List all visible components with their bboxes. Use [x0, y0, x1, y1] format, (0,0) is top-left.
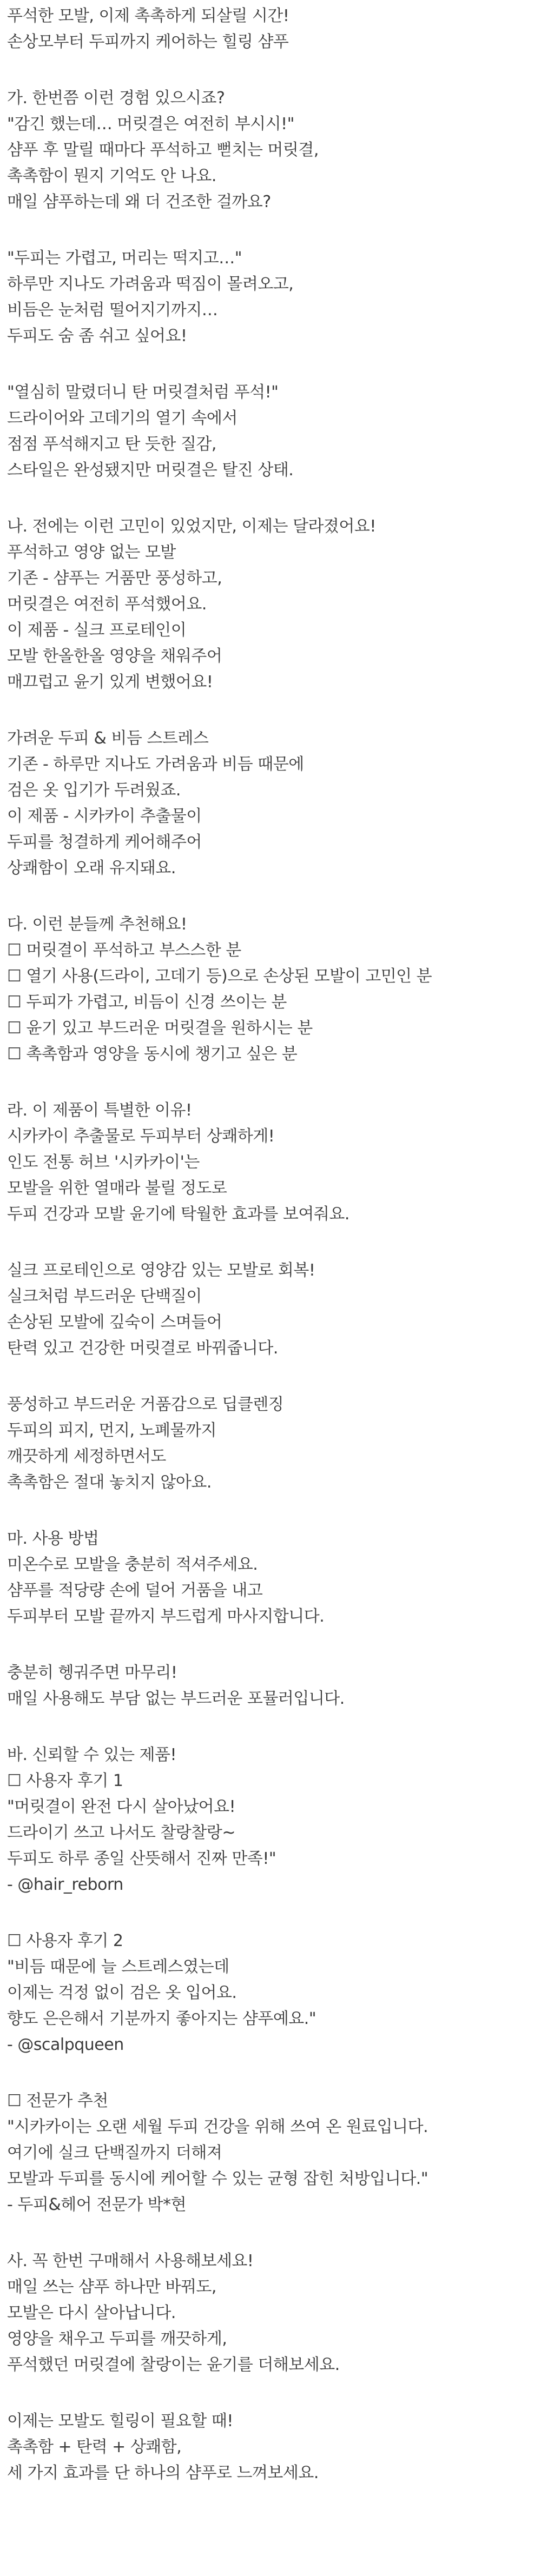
- text-line: 향도 은은해서 기분까지 좋아지는 샴푸예요.": [7, 2009, 316, 2028]
- text-line: "비듬 때문에 늘 스트레스였는데: [7, 1957, 229, 1976]
- text-line: 상쾌함이 오래 유지돼요.: [7, 859, 176, 878]
- text-line: 가려운 두피 & 비듬 스트레스: [7, 729, 209, 748]
- text-line: 매일 샴푸하는데 왜 더 건조한 걸까요?: [7, 192, 271, 211]
- text-line: 검은 옷 입기가 두려웠죠.: [7, 781, 181, 800]
- text-line: 실크 프로테인으로 영양감 있는 모발로 회복!: [7, 1261, 315, 1280]
- text-section: [7, 726, 541, 881]
- text-line: 기존 - 샴푸는 거품만 풍성하고,: [7, 569, 222, 588]
- text-line: 사. 꼭 한번 구매해서 사용해보세요!: [7, 2252, 254, 2270]
- text-section: [7, 2408, 541, 2486]
- text-line: 촉촉함 + 탄력 + 상쾌함,: [7, 2438, 182, 2457]
- text-line: 드라이어와 고데기의 열기 속에서: [7, 409, 237, 428]
- text-line: "두피는 가렵고, 머리는 떡지고…": [7, 249, 242, 268]
- text-line: 다. 이런 분들께 추천해요!: [7, 915, 187, 934]
- text-section: [7, 380, 541, 483]
- text-line: 이 제품 - 실크 프로테인이: [7, 621, 187, 640]
- text-line: 바. 신뢰할 수 있는 제품!: [7, 1745, 177, 1764]
- text-line: 촉촉함은 절대 놓치지 않아요.: [7, 1473, 212, 1492]
- text-line: 두피부터 모발 끝까지 부드럽게 마사지합니다.: [7, 1607, 325, 1626]
- text-line: "감긴 했는데… 머릿결은 여전히 부시시!": [7, 115, 294, 134]
- text-line: ☐ 두피가 가렵고, 비듬이 신경 쓰이는 분: [7, 993, 287, 1012]
- text-section: [7, 1392, 541, 1496]
- text-line: 손상모부터 두피까지 케어하는 힐링 샴푸: [7, 32, 289, 51]
- text-section: [7, 1928, 541, 2058]
- text-line: 가. 한번쯤 이런 경험 있으시죠?: [7, 89, 225, 108]
- text-line: ☐ 촉촉함과 영양을 동시에 챙기고 싶은 분: [7, 1045, 298, 1064]
- text-section: [7, 1742, 541, 1898]
- text-line: 모발은 다시 살아납니다.: [7, 2303, 176, 2322]
- text-line: 이제는 걱정 없이 검은 옷 입어요.: [7, 1983, 237, 2002]
- text-section: [7, 2088, 541, 2218]
- text-line: - @scalpqueen: [7, 2035, 124, 2054]
- text-line: 두피 건강과 모발 윤기에 탁월한 효과를 보여줘요.: [7, 1205, 349, 1224]
- text-line: ☐ 사용자 후기 2: [7, 1931, 123, 1950]
- text-section: [7, 1660, 541, 1712]
- text-line: 드라이기 쓰고 나서도 찰랑찰랑~: [7, 1823, 235, 1842]
- text-line: 푸석한 모발, 이제 촉촉하게 되살릴 시간!: [7, 6, 289, 25]
- text-line: 매일 쓰는 샴푸 하나만 바꿔도,: [7, 2278, 216, 2296]
- text-line: 비듬은 눈처럼 떨어지기까지…: [7, 301, 218, 320]
- text-line: 깨끗하게 세정하면서도: [7, 1447, 166, 1466]
- text-line: 영양을 채우고 두피를 깨끗하게,: [7, 2329, 227, 2348]
- text-line: 마. 사용 방법: [7, 1529, 99, 1548]
- text-line: "시카카이는 오랜 세월 두피 건강을 위해 쓰여 온 원료입니다.: [7, 2117, 428, 2136]
- text-line: 손상된 모발에 깊숙이 스며들어: [7, 1313, 222, 1332]
- text-line: 두피도 숨 좀 쉬고 싶어요!: [7, 327, 187, 346]
- text-line: 나. 전에는 이런 고민이 있었지만, 이제는 달라졌어요!: [7, 517, 376, 536]
- text-line: 모발과 두피를 동시에 케어할 수 있는 균형 잡힌 처방입니다.": [7, 2169, 428, 2188]
- text-line: - 두피&헤어 전문가 박*현: [7, 2195, 187, 2214]
- text-line: 점점 푸석해지고 탄 듯한 질감,: [7, 435, 216, 454]
- text-line: 매일 사용해도 부담 없는 부드러운 포뮬러입니다.: [7, 1689, 345, 1708]
- text-line: 여기에 실크 단백질까지 더해져: [7, 2143, 222, 2162]
- text-line: 스타일은 완성됐지만 머릿결은 탈진 상태.: [7, 461, 294, 480]
- text-line: 충분히 헹궈주면 마무리!: [7, 1663, 177, 1682]
- text-section: [7, 245, 541, 349]
- text-line: ☐ 열기 사용(드라이, 고데기 등)으로 손상된 모발이 고민인 분: [7, 967, 432, 986]
- text-section: [7, 2248, 541, 2378]
- text-line: "머릿결이 완전 다시 살아났어요!: [7, 1797, 236, 1816]
- text-section: [7, 1258, 541, 1362]
- text-line: 샴푸를 적당량 손에 덜어 거품을 내고: [7, 1581, 263, 1600]
- text-line: 모발 한올한올 영양을 채워주어: [7, 647, 222, 666]
- text-line: ☐ 전문가 추천: [7, 2092, 108, 2110]
- text-line: 샴푸 후 말릴 때마다 푸석하고 뻗치는 머릿결,: [7, 141, 319, 160]
- text-line: 인도 전통 허브 '시카카이'는: [7, 1153, 200, 1172]
- text-line: 푸석하고 영양 없는 모발: [7, 543, 176, 562]
- text-line: 모발을 위한 열매라 불릴 정도로: [7, 1179, 227, 1198]
- text-line: 머릿결은 여전히 푸석했어요.: [7, 595, 207, 614]
- text-section: [7, 1526, 541, 1630]
- text-line: 풍성하고 부드러운 거품감으로 딥클렌징: [7, 1395, 284, 1414]
- text-line: - @hair_reborn: [7, 1875, 123, 1894]
- text-line: 시카카이 추출물로 두피부터 상쾌하게!: [7, 1127, 275, 1146]
- text-line: 라. 이 제품이 특별한 이유!: [7, 1101, 192, 1120]
- text-line: 두피의 피지, 먼지, 노폐물까지: [7, 1421, 216, 1440]
- text-line: 두피도 하루 종일 산뜻해서 진짜 만족!": [7, 1849, 276, 1868]
- text-line: 기존 - 하루만 지나도 가려움과 비듬 때문에: [7, 755, 304, 774]
- text-line: 이제는 모발도 힐링이 필요할 때!: [7, 2412, 233, 2431]
- text-line: 두피를 청결하게 케어해주어: [7, 833, 202, 852]
- text-section: [7, 912, 541, 1067]
- text-line: ☐ 윤기 있고 부드러운 머릿결을 원하시는 분: [7, 1019, 313, 1038]
- text-line: 푸석했던 머릿결에 찰랑이는 윤기를 더해보세요.: [7, 2355, 340, 2374]
- text-section: [7, 514, 541, 695]
- text-line: 세 가지 효과를 단 하나의 샴푸로 느껴보세요.: [7, 2464, 319, 2482]
- text-line: 탄력 있고 건강한 머릿결로 바꿔줍니다.: [7, 1339, 278, 1358]
- text-line: 하루만 지나도 가려움과 떡짐이 몰려오고,: [7, 275, 294, 294]
- text-line: 이 제품 - 시카카이 추출물이: [7, 807, 202, 826]
- text-section: [7, 85, 541, 215]
- text-line: 촉촉함이 뭔지 기억도 안 나요.: [7, 167, 216, 185]
- text-section: [7, 3, 541, 55]
- text-line: 매끄럽고 윤기 있게 변했어요!: [7, 673, 213, 692]
- text-line: 미온수로 모발을 충분히 적셔주세요.: [7, 1555, 258, 1574]
- text-line: ☐ 머릿결이 푸석하고 부스스한 분: [7, 941, 241, 960]
- text-line: 실크처럼 부드러운 단백질이: [7, 1287, 202, 1306]
- text-line: "열심히 말렸더니 탄 머릿결처럼 푸석!": [7, 383, 279, 402]
- text-line: ☐ 사용자 후기 1: [7, 1771, 123, 1790]
- text-section: [7, 1098, 541, 1227]
